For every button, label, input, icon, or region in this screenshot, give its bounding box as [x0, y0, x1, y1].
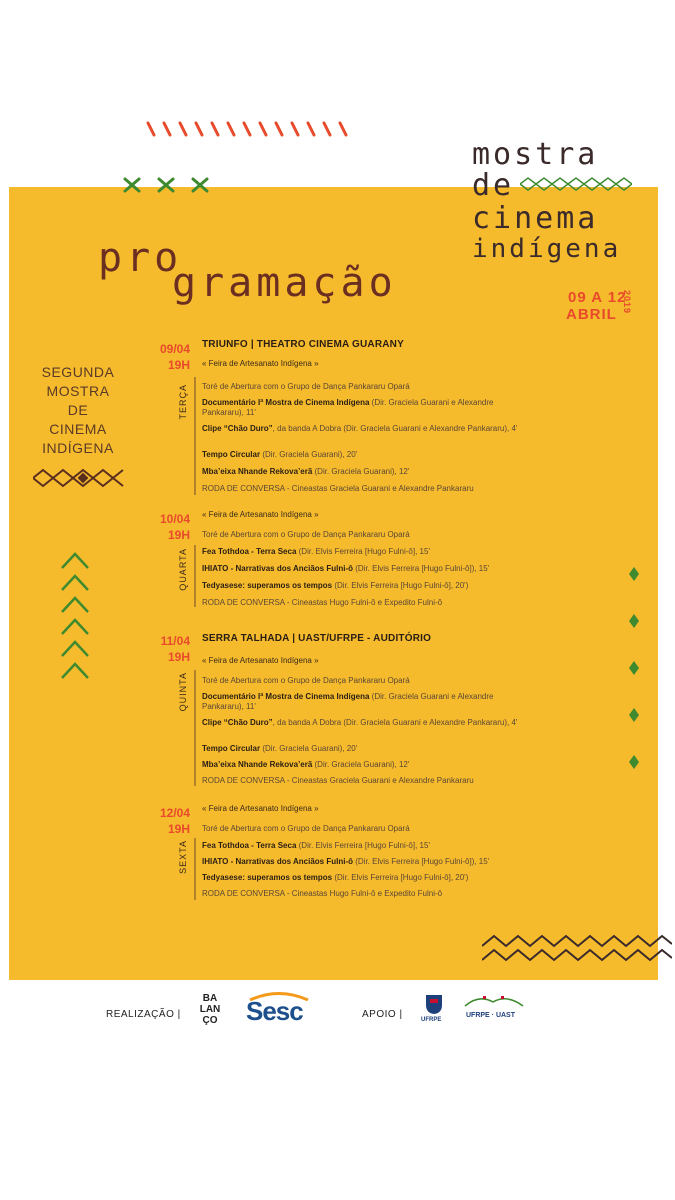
day-weekday: SEXTA [178, 840, 188, 874]
event-name-line-3: cinema [472, 201, 599, 236]
day-hour: 19H [167, 822, 190, 836]
event-item: Clipe “Chão Duro”, da banda A Dobra (Dir. Graciela Guarani e Alexandre Pankararu), 4' [202, 718, 518, 727]
event-item: Toré de Abertura com o Grupo de Dança Pankararu Opará [202, 824, 410, 833]
event-dates: 09 A 12 [568, 289, 627, 306]
day-hour: 19H [167, 650, 190, 664]
event-item: Fea Tothdoa - Terra Seca (Dir. Elvis Ferreira [Hugo Fulni-ô], 15' [202, 841, 430, 850]
day-feira: « Feira de Artesanato Indígena » [202, 359, 319, 368]
event-item: Documentário Iª Mostra de Cinema Indígena (Dir. Graciela Guarani e Alexandre Pankararu), 11' [202, 398, 494, 417]
event-item: Tempo Circular (Dir. Graciela Guarani), 20' [202, 744, 358, 753]
day-date: 10/04 [159, 512, 190, 526]
day-venue: SERRA TALHADA | UAST/UFRPE - AUDITÓRIO [202, 633, 432, 644]
event-item: Tedyasese: superamos os tempos (Dir. Elvis Ferreira [Hugo Fulni-ô], 20') [202, 873, 469, 882]
event-item: RODA DE CONVERSA - Cineastas Graciela Guarani e Alexandre Pankararu [202, 484, 474, 493]
event-name-line-1: mostra [472, 137, 599, 172]
event-item: Mba’eixa Nhande Rekova’erã (Dir. Graciela Guarani), 12' [202, 760, 410, 769]
event-item: Clipe “Chão Duro”, da banda A Dobra (Dir. Graciela Guarani e Alexandre Pankararu), 4' [202, 424, 518, 433]
event-item: IHIATO - Narrativas dos Anciãos Fulni-ô (Dir. Elvis Ferreira [Hugo Fulni-ô]), 15' [202, 857, 490, 866]
zigzag-decoration [482, 932, 672, 966]
day-divider [194, 545, 196, 607]
realizacao-label: REALIZAÇÃO | [106, 1009, 181, 1020]
uast-logo-label: UFRPE · UAST [466, 1012, 515, 1019]
day-feira: « Feira de Artesanato Indígena » [202, 804, 319, 813]
event-item: RODA DE CONVERSA - Cineastas Hugo Fulni-ô e Expedito Fulni-ô [202, 889, 443, 898]
day-hour: 19H [167, 528, 190, 542]
day-weekday: QUARTA [178, 548, 188, 591]
red-slashes-decoration [146, 120, 356, 138]
title-gramacao: gramação [172, 260, 397, 306]
event-year: 2019 [622, 290, 632, 315]
balanco-logo: BA LAN ÇO [199, 993, 221, 1026]
event-item: RODA DE CONVERSA - Cineastas Graciela Guarani e Alexandre Pankararu [202, 776, 474, 785]
day-date: 12/04 [159, 806, 190, 820]
green-diamonds-decoration [627, 565, 641, 775]
day-feira: « Feira de Artesanato Indígena » [202, 510, 319, 519]
brown-diamond-pattern [33, 467, 125, 489]
apoio-label: APOIO | [362, 1009, 403, 1020]
day-divider [194, 377, 196, 495]
uast-logo-icon [463, 992, 525, 1010]
left-title-line-1: SEGUNDA [41, 364, 115, 380]
event-item: Toré de Abertura com o Grupo de Dança Pankararu Opará [202, 530, 410, 539]
event-name-line-4: indígena [472, 234, 622, 264]
event-month: ABRIL [566, 306, 617, 323]
day-date: 11/04 [160, 634, 190, 648]
event-item: Toré de Abertura com o Grupo de Dança Pankararu Opará [202, 382, 410, 391]
day-weekday: QUINTA [178, 672, 188, 712]
left-title [28, 363, 128, 458]
ufrpe-shield-icon [424, 993, 444, 1015]
event-item: Fea Tothdoa - Terra Seca (Dir. Elvis Ferreira [Hugo Fulni-ô], 15' [202, 547, 430, 556]
left-title-line-3: DE [67, 402, 89, 418]
day-feira: « Feira de Artesanato Indígena » [202, 656, 319, 665]
sesc-logo: Sesc [246, 996, 303, 1026]
event-item: Tempo Circular (Dir. Graciela Guarani), 20' [202, 450, 358, 459]
green-x-decoration [122, 176, 210, 194]
green-chevrons-decoration [60, 550, 90, 690]
ufrpe-logo-label: UFRPE [421, 1017, 442, 1023]
title-pro: pro [98, 235, 183, 281]
day-weekday: TERÇA [178, 384, 188, 420]
event-item: Tedyasese: superamos os tempos (Dir. Elvis Ferreira [Hugo Fulni-ô], 20') [202, 581, 469, 590]
day-venue: TRIUNFO | THEATRO CINEMA GUARANY [202, 339, 404, 350]
event-item: RODA DE CONVERSA - Cineastas Hugo Fulni-ô e Expedito Fulni-ô [202, 598, 443, 607]
day-date: 09/04 [159, 342, 190, 356]
event-item: Mba’eixa Nhande Rekova’erã (Dir. Graciela Guarani), 12' [202, 467, 410, 476]
left-title-line-4: CINEMA [49, 421, 107, 437]
day-divider [194, 838, 196, 900]
woven-pattern-decoration [520, 176, 632, 192]
event-item: Toré de Abertura com o Grupo de Dança Pankararu Opará [202, 676, 410, 685]
event-item: IHIATO - Narrativas dos Anciãos Fulni-ô (Dir. Elvis Ferreira [Hugo Fulni-ô]), 15' [202, 564, 490, 573]
left-title-line-5: INDÍGENA [42, 440, 114, 456]
day-divider [194, 670, 196, 786]
left-title-line-2: MOSTRA [46, 383, 110, 399]
event-name-line-2: de [472, 168, 515, 203]
event-item: Documentário Iª Mostra de Cinema Indígena (Dir. Graciela Guarani e Alexandre Pankararu), 11' [202, 692, 494, 711]
day-hour: 19H [167, 358, 190, 372]
